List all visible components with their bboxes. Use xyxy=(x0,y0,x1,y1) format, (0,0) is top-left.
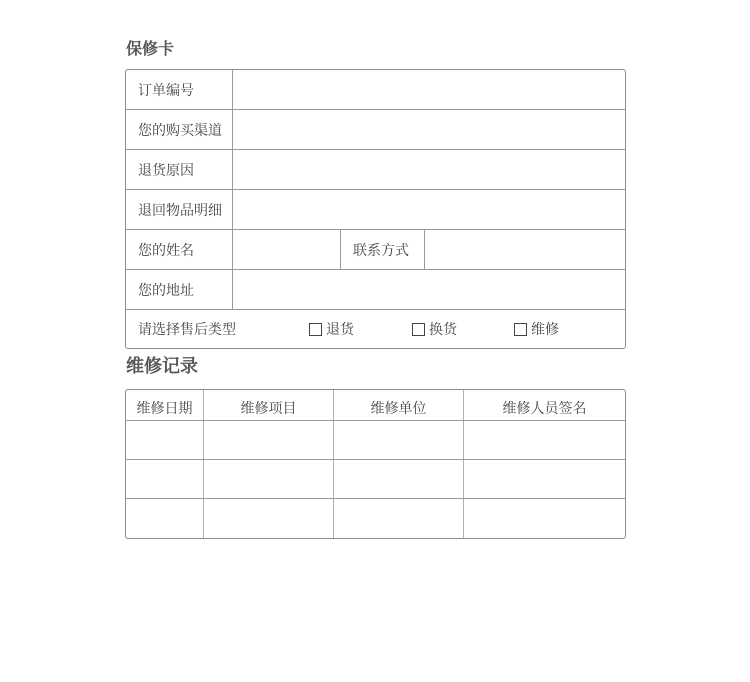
option-repair-label: 维修 xyxy=(531,322,559,338)
repair-record-table xyxy=(125,389,626,539)
address-row xyxy=(126,270,625,310)
purchase-channel-field[interactable] xyxy=(233,110,625,149)
order-number-label: 订单编号 xyxy=(126,70,233,109)
table-cell[interactable] xyxy=(464,499,625,538)
header-repair-item: 维修项目 xyxy=(204,390,334,420)
option-return-label: 退货 xyxy=(326,322,354,338)
table-cell[interactable] xyxy=(334,460,464,498)
returned-items-label: 退回物品明细 xyxy=(126,190,233,229)
exchange-checkbox[interactable] xyxy=(412,323,425,336)
return-reason-field[interactable] xyxy=(233,150,625,189)
table-cell[interactable] xyxy=(464,421,625,459)
returned-items-field[interactable] xyxy=(233,190,625,229)
name-field[interactable] xyxy=(233,230,341,269)
return-reason-row xyxy=(126,150,625,190)
repair-record-title: 维修记录 xyxy=(126,356,198,377)
warranty-card-table xyxy=(125,69,626,349)
service-type-row xyxy=(126,310,625,348)
option-exchange[interactable] xyxy=(412,310,457,348)
table-row xyxy=(126,421,625,460)
return-checkbox[interactable] xyxy=(309,323,322,336)
table-cell[interactable] xyxy=(126,460,204,498)
option-return[interactable] xyxy=(309,310,354,348)
table-cell[interactable] xyxy=(126,499,204,538)
contact-field[interactable] xyxy=(425,230,625,269)
purchase-channel-row xyxy=(126,110,625,150)
header-repair-unit: 维修单位 xyxy=(334,390,464,420)
table-row xyxy=(126,499,625,538)
order-number-field[interactable] xyxy=(233,70,625,109)
table-header-row xyxy=(126,390,625,421)
table-cell[interactable] xyxy=(334,421,464,459)
name-contact-row xyxy=(126,230,625,270)
table-row xyxy=(126,460,625,499)
header-technician-signature: 维修人员签名 xyxy=(502,401,587,417)
option-exchange-label: 换货 xyxy=(429,322,457,338)
table-cell[interactable] xyxy=(204,499,334,538)
table-cell[interactable] xyxy=(204,421,334,459)
table-cell[interactable] xyxy=(334,499,464,538)
order-number-row xyxy=(126,70,625,110)
return-reason-label: 退货原因 xyxy=(126,150,233,189)
repair-checkbox[interactable] xyxy=(514,323,527,336)
address-field[interactable] xyxy=(233,270,625,309)
name-label: 您的姓名 xyxy=(126,230,233,269)
table-cell[interactable] xyxy=(126,421,204,459)
purchase-channel-label: 您的购买渠道 xyxy=(126,110,233,149)
contact-label: 联系方式 xyxy=(341,230,425,269)
table-cell[interactable] xyxy=(204,460,334,498)
header-repair-date: 维修日期 xyxy=(126,390,204,420)
table-cell[interactable] xyxy=(464,460,625,498)
address-label: 您的地址 xyxy=(126,270,233,309)
warranty-card-title: 保修卡 xyxy=(126,39,175,58)
returned-items-row xyxy=(126,190,625,230)
option-repair[interactable] xyxy=(514,310,559,348)
service-type-label: 请选择售后类型 xyxy=(138,322,236,338)
